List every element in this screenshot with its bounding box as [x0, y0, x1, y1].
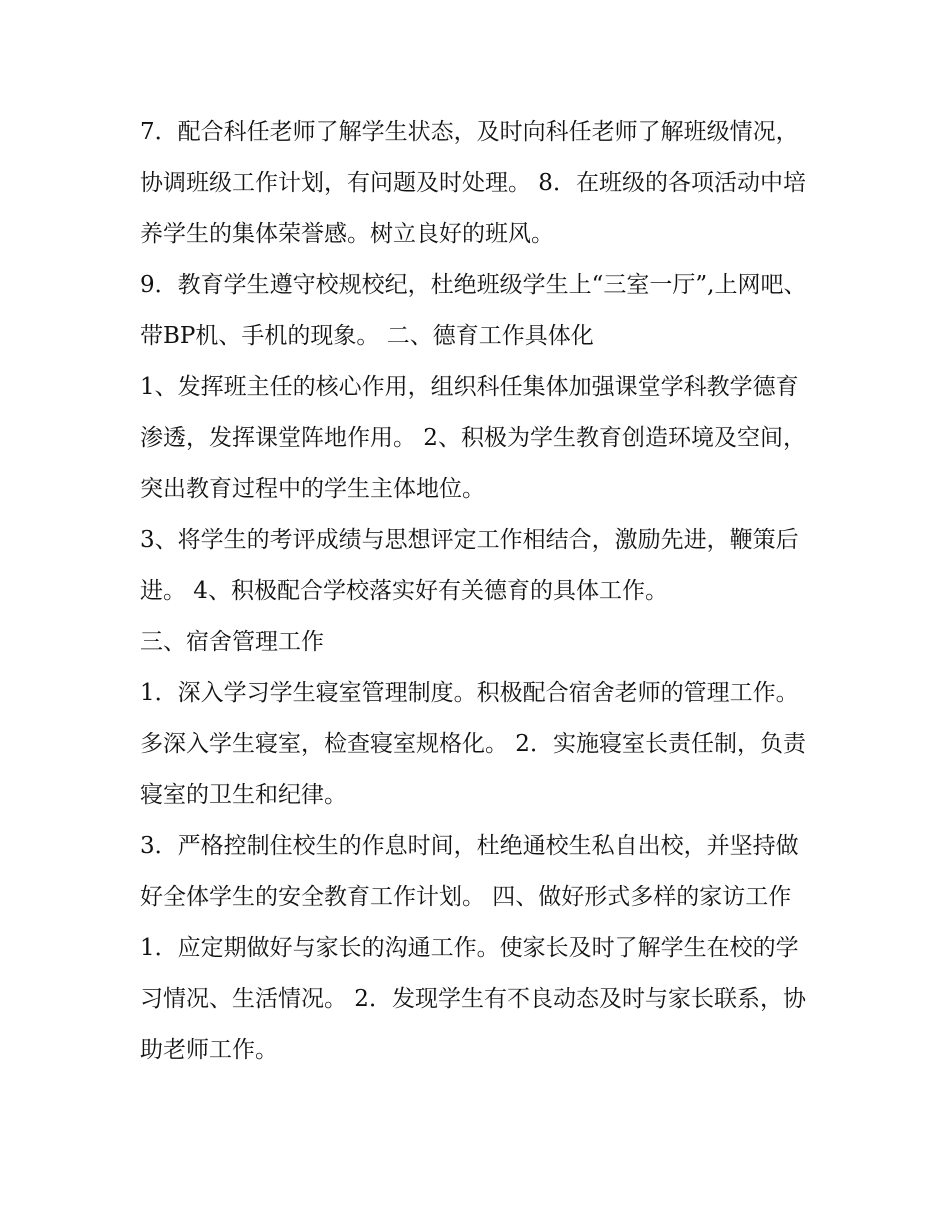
paragraph-dorm-1-2: 1．深入学习学生寝室管理制度。积极配合宿舍老师的管理工作。多深入学生寝室，检查寝室规格化。 2．实施寝室长责任制，负责寝室的卫生和纪律。 [140, 680, 806, 808]
paragraph-item-9-moral-heading: 9．教育学生遵守校规校纪，杜绝班级学生上“三室一厅”,上网吧、带BP机、手机的现象。 二、德育工作具体化 [140, 272, 807, 349]
paragraph-moral-1-2: 1、发挥班主任的核心作用，组织科任集体加强课堂学科教学德育渗透，发挥课堂阵地作用。 2、积极为学生教育创造环境及空间，突出教育过程中的学生主体地位。 [140, 374, 806, 502]
paragraph-item-7-8: 7．配合科任老师了解学生状态，及时向科任老师了解班级情况，协调班级工作计划，有问题及时处理。 8．在班级的各项活动中培养学生的集体荣誉感。树立良好的班风。 [140, 119, 806, 247]
paragraph-dorm-3-home-visit-heading: 3．严格控制住校生的作息时间，杜绝通校生私自出校，并坚持做好全体学生的安全教育工作计划。 四、做好形式多样的家访工作 [140, 833, 799, 910]
paragraph-home-visit-1-2: 1．应定期做好与家长的沟通工作。使家长及时了解学生在校的学习情况、生活情况。 2．发现学生有不良动态及时与家长联系，协助老师工作。 [140, 935, 806, 1063]
paragraph-moral-3-4: 3、将学生的考评成绩与思想评定工作相结合，激励先进，鞭策后进。 4、积极配合学校落实好有关德育的具体工作。 [140, 527, 799, 604]
document-body [140, 107, 810, 1076]
section-heading-dormitory: 三、宿舍管理工作 [140, 629, 324, 655]
